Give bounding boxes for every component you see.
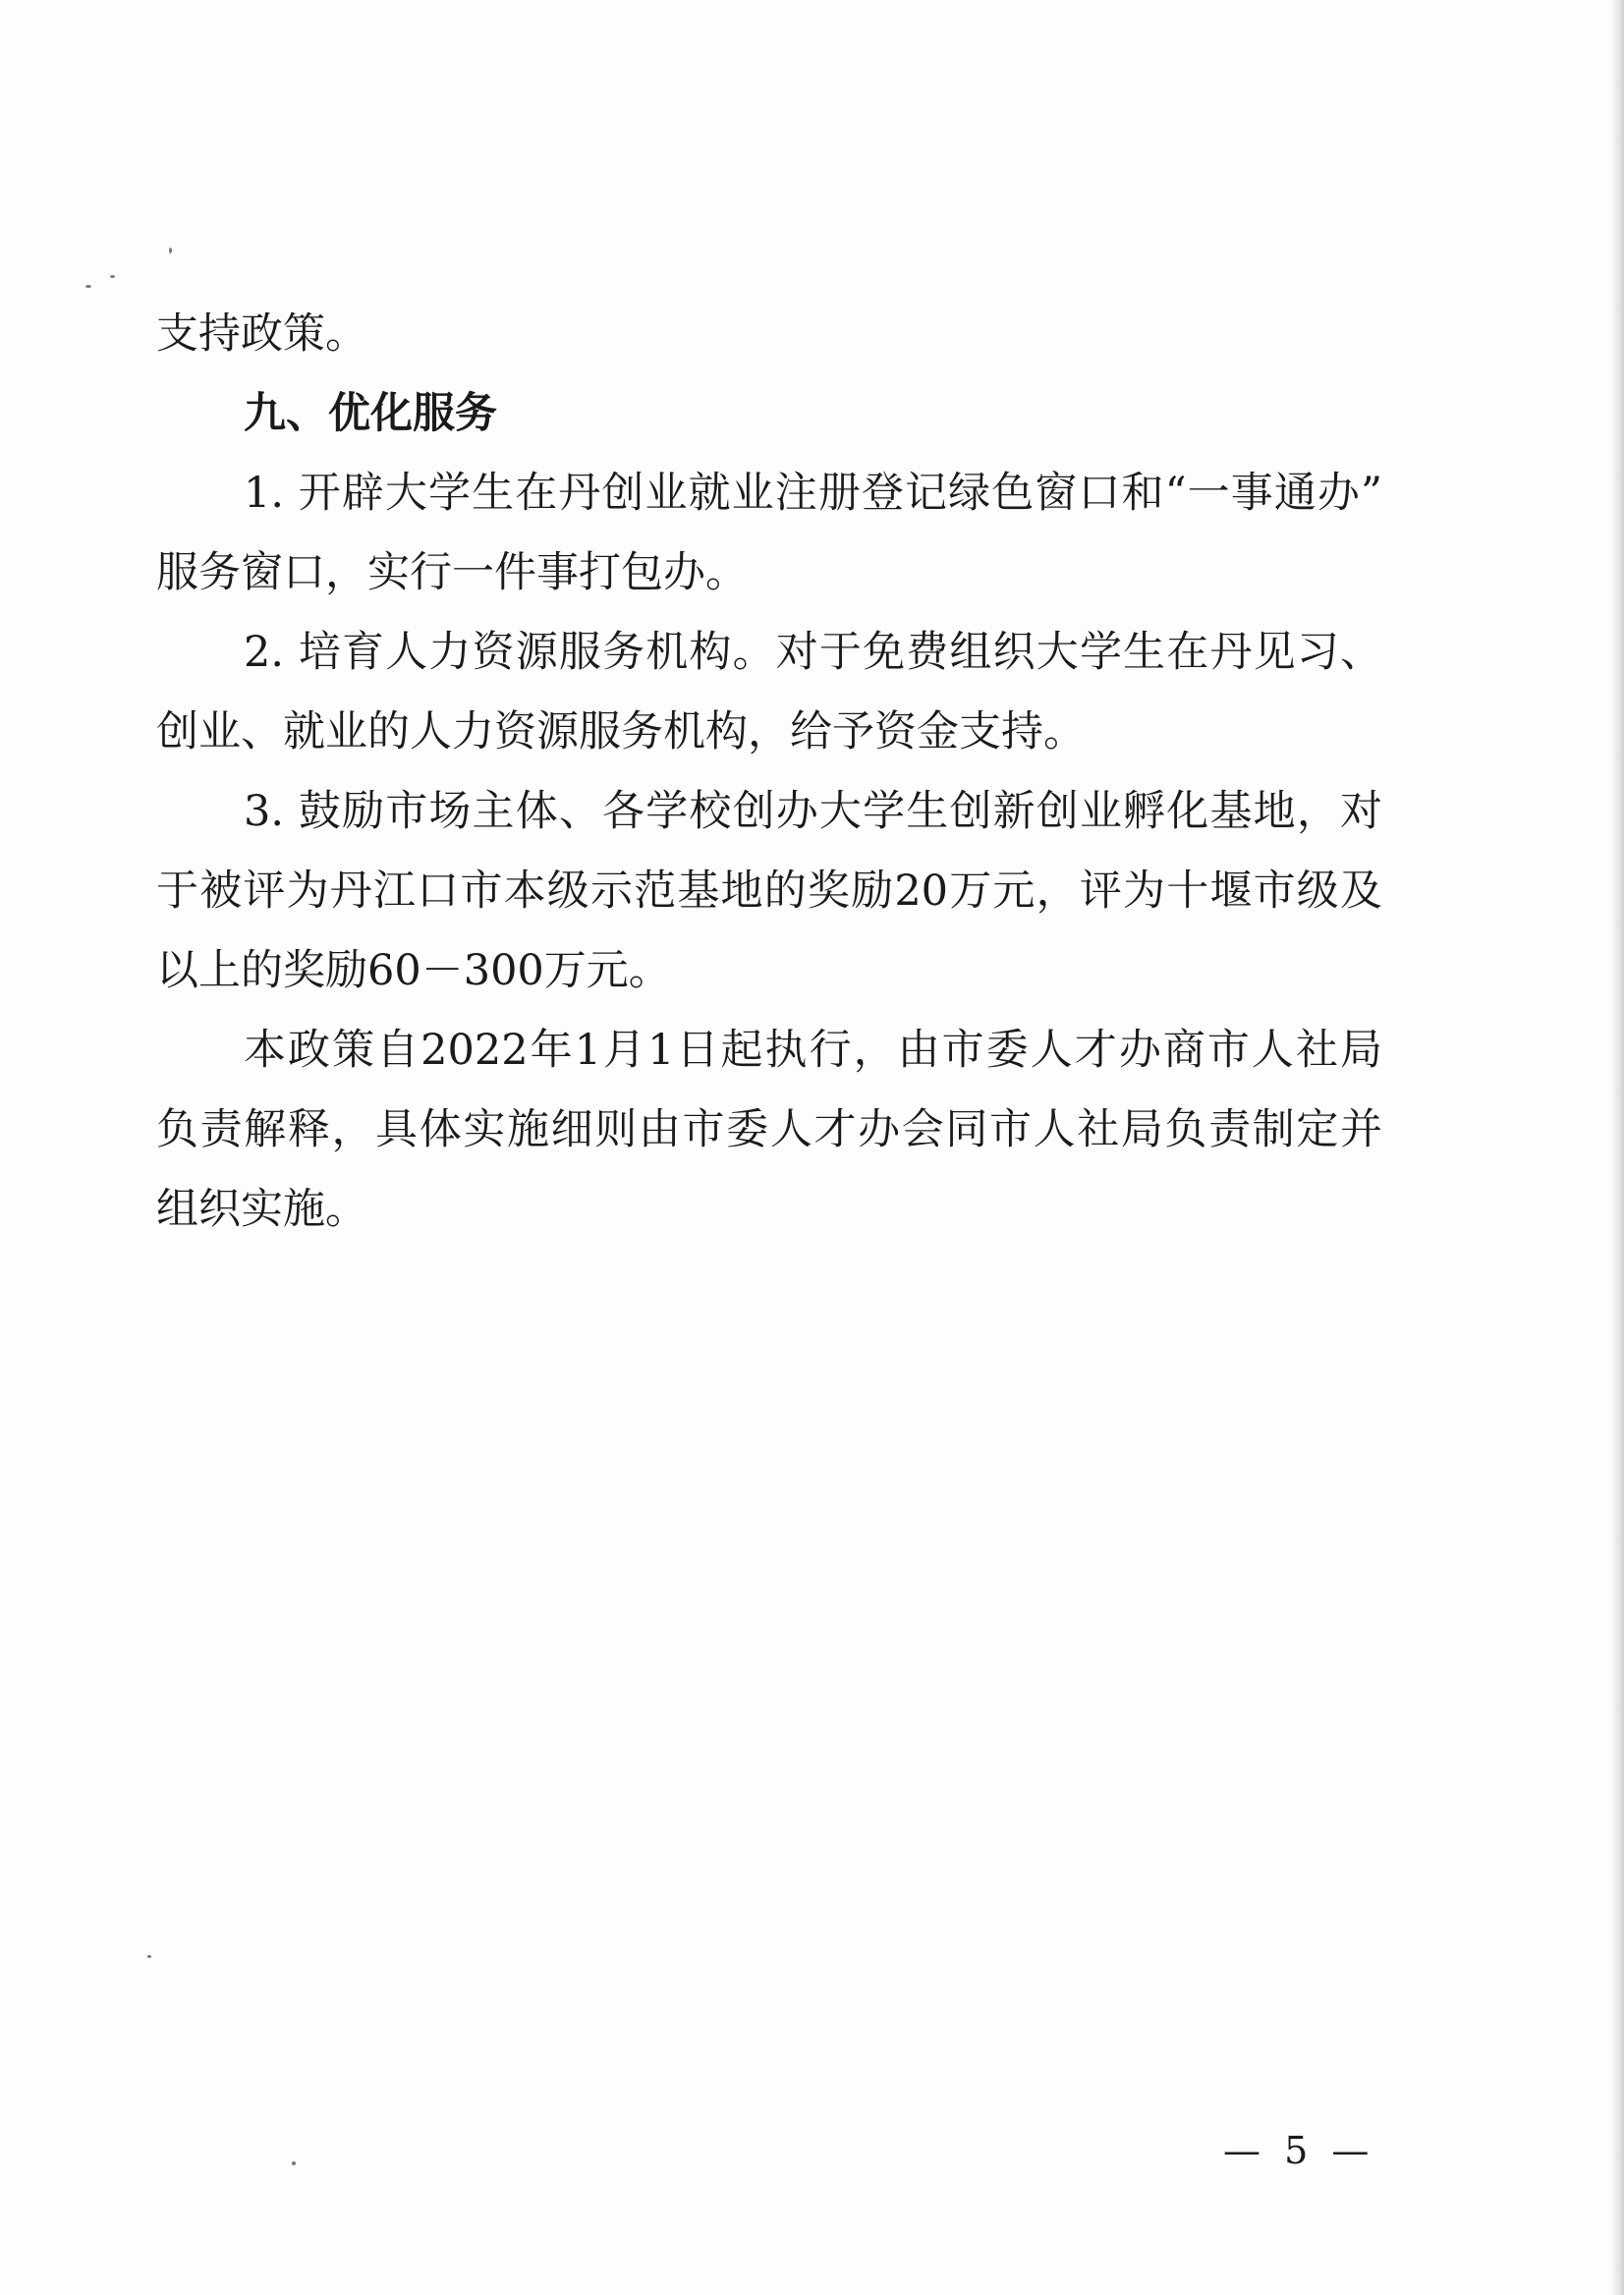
paragraph-line: 创业、就业的人力资源服务机构，给予资金支持。 [156,707,1086,756]
paragraph-line: 服务窗口，实行一件事打包办。 [156,548,748,597]
scan-page-edge [1610,0,1624,2295]
paragraph-line: 负责解释，具体实施细则由市委人才办会同市人社局负责制定并 [156,1105,1382,1154]
page-number: — 5 — [1223,2129,1375,2172]
paragraph-line: 2. 培育人力资源服务机构。对于免费组织大学生在丹见习、 [244,628,1382,677]
scan-speck [292,2161,296,2165]
scan-speck [85,285,91,288]
paragraph-line: 本政策自2022年1月1日起执行，由市委人才办商市人社局 [244,1026,1382,1075]
scan-speck [169,248,172,253]
paragraph-line: 1. 开辟大学生在丹创业就业注册登记绿色窗口和“一事通办” [244,469,1382,518]
section-heading: 九、优化服务 [244,389,497,438]
paragraph-line: 于被评为丹江口市本级示范基地的奖励20万元，评为十堰市级及 [156,867,1382,916]
paragraph-line: 组织实施。 [156,1185,367,1234]
paragraph-line: 3. 鼓励市场主体、各学校创办大学生创新创业孵化基地，对 [244,787,1382,836]
paragraph-line: 支持政策。 [156,309,367,359]
paragraph-line: 以上的奖励60－300万元。 [156,946,671,995]
scan-speck [147,1955,151,1958]
scan-speck [110,275,115,278]
